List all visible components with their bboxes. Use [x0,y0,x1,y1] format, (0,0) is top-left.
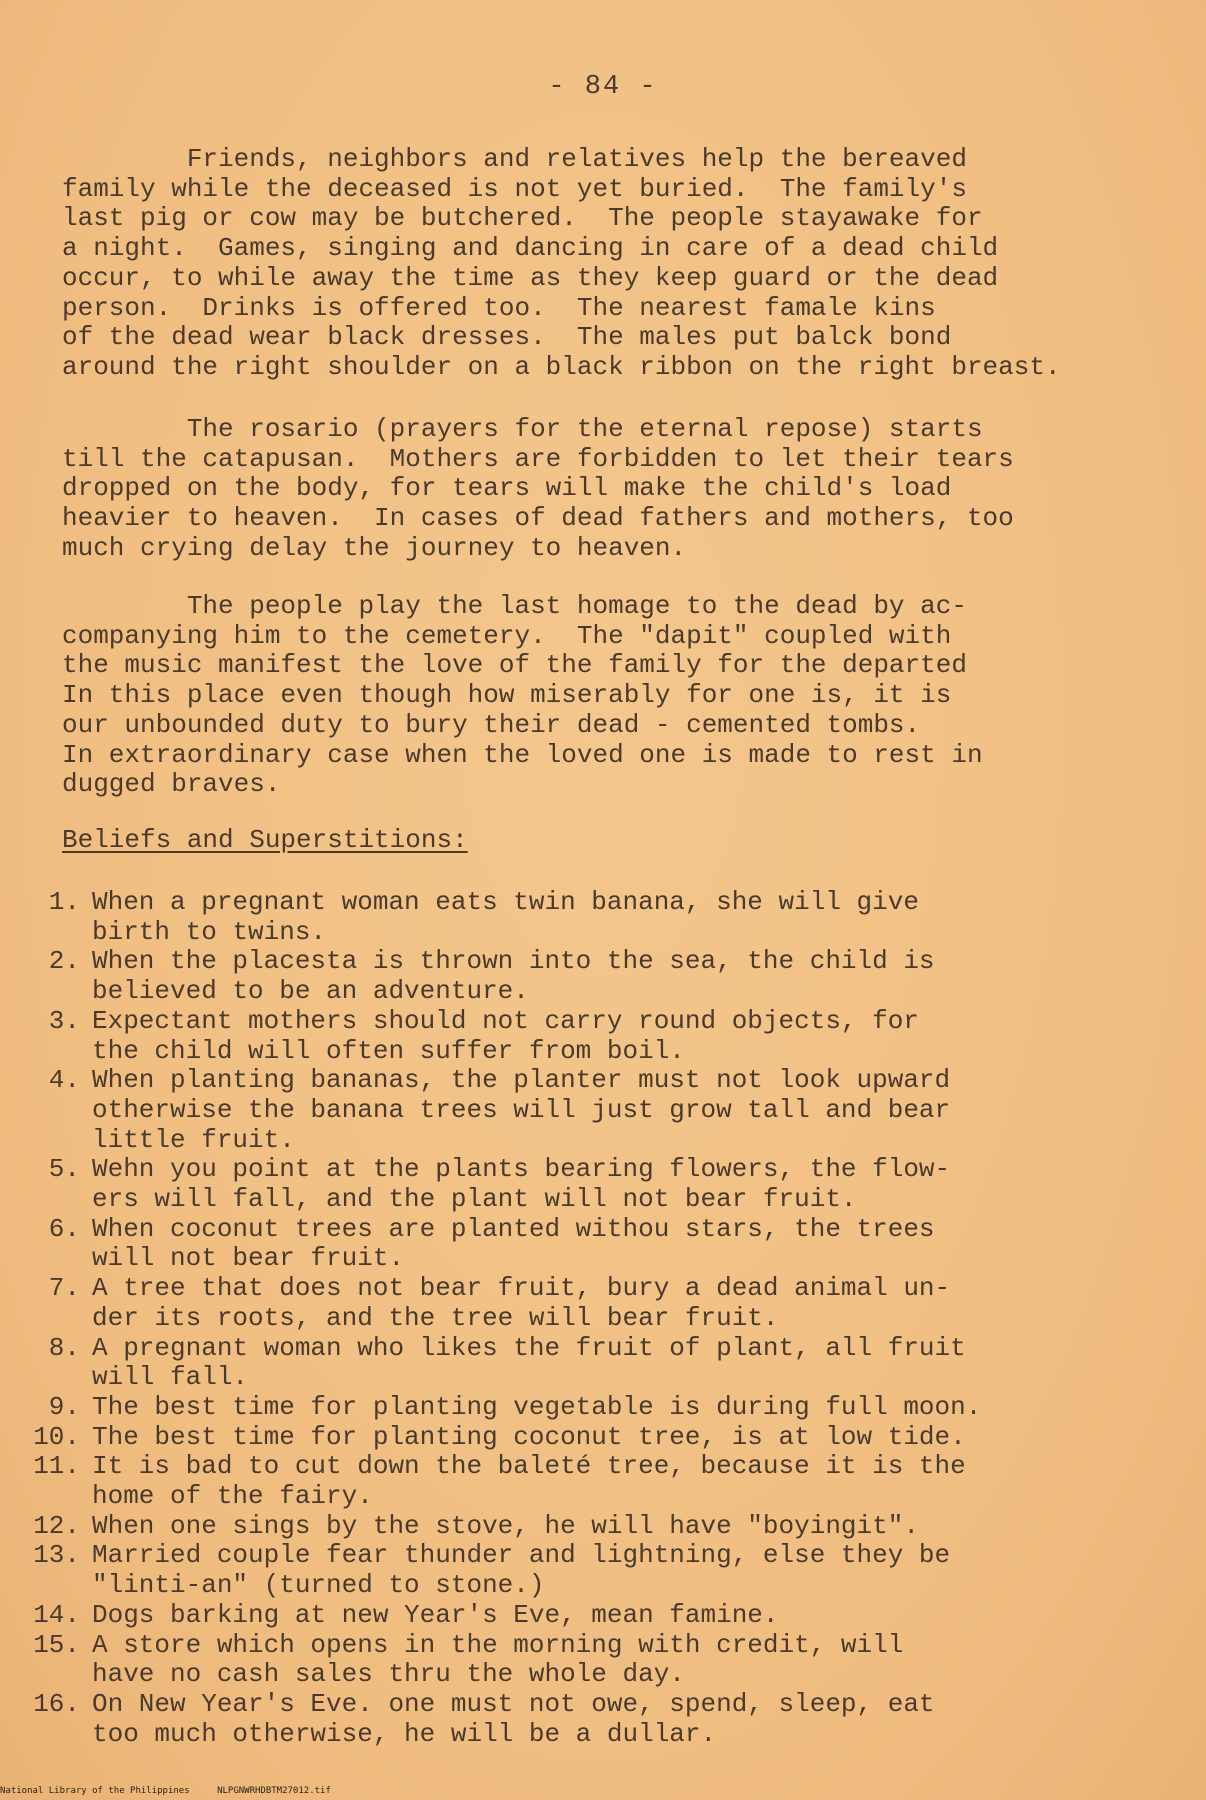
belief-number: 16. [33,1688,80,1719]
belief-item [0,1512,1206,1542]
page-number: - 84 - [548,72,658,102]
footer-library: National Library of the Philippines [0,1786,190,1796]
belief-item [0,1274,1206,1333]
belief-text: When coconut trees are planted withou stars, the trees will not bear fruit. [92,1213,935,1274]
belief-number: 14. [33,1599,80,1630]
beliefs-list [0,888,1206,1749]
belief-number: 7. [48,1273,80,1304]
belief-text: Dogs barking at new Year's Eve, mean famine. [92,1599,779,1630]
belief-number: 5. [48,1154,80,1185]
belief-number: 13. [33,1540,80,1571]
belief-number: 10. [33,1421,80,1452]
belief-text: A store which opens in the morning with credit, will have no cash sales thru the whole day. [92,1629,904,1690]
belief-number: 11. [33,1451,80,1482]
belief-item [0,1393,1206,1423]
footer-file-id: NLPGNWRHDBTM27012.tif [217,1786,331,1796]
belief-number: 12. [33,1510,80,1541]
belief-item [0,1690,1206,1749]
belief-number: 4. [48,1065,80,1096]
belief-item [0,947,1206,1006]
belief-item [0,1601,1206,1631]
belief-number: 3. [48,1005,80,1036]
belief-item [0,1334,1206,1393]
belief-text: On New Year's Eve. one must not owe, spend, sleep, eat too much otherwise, he will be a dullar. [92,1688,935,1749]
paragraph-rosario: The rosario (prayers for the eternal repose) starts till the catapusan. Mothers are forbidden to let their tears dropped on the body, for tears will make the child's load heavier to heaven. In cases of dead fathers and mothers, too much crying delay the journey to heaven. [62,414,1014,563]
paragraph-burial: The people play the last homage to the dead by ac- companying him to the cemetery. The "dapit" coupled with the music manifest the love of the family for the departed In this place even though how miserably for one is, it is our unbounded duty to bury their dead - cemented tombs. In extraordinary case when the loved one is made to rest in dugged braves. [62,591,983,800]
scan-footer [0,1786,331,1796]
belief-item [0,1541,1206,1600]
belief-item [0,1007,1206,1066]
belief-item [0,1631,1206,1690]
belief-item [0,1423,1206,1453]
belief-item [0,1452,1206,1511]
belief-text: When planting bananas, the planter must not look upward otherwise the banana trees will just grow tall and bear little fruit. [92,1065,951,1155]
belief-text: A pregnant woman who likes the fruit of plant, all fruit will fall. [92,1332,966,1393]
paragraph-funeral-wake: Friends, neighbors and relatives help the bereaved family while the deceased is not yet buried. The family's last pig or cow may be butchered. The people stayawake for a night. Games, singing and dancing in care of a dead child occur, to while away the time as they keep guard or the dead person. Drinks is offered too. The nearest famale kins of the dead wear black dresses. The males put balck bond around the right shoulder on a black ribbon on the right breast. [62,144,1061,382]
belief-number: 9. [48,1391,80,1422]
belief-number: 6. [48,1213,80,1244]
section-heading-beliefs: Beliefs and Superstitions: [62,825,468,855]
belief-item [0,888,1206,947]
belief-text: When one sings by the stove, he will have "boyingit". [92,1510,919,1541]
belief-number: 1. [48,887,80,917]
belief-number: 2. [48,946,80,977]
belief-text: Married couple fear thunder and lightning, else they be "linti-an" (turned to stone.) [92,1540,951,1601]
belief-item [0,1155,1206,1214]
belief-text: The best time for planting vegetable is during full moon. [92,1391,982,1422]
belief-text: A tree that does not bear fruit, bury a dead animal un- der its roots, and the tree will bear fruit. [92,1273,951,1333]
belief-text: The best time for planting coconut tree, is at low tide. [92,1421,966,1452]
belief-number: 8. [48,1332,80,1363]
belief-text: When the placesta is thrown into the sea, the child is believed to be an adventure. [92,946,935,1007]
belief-item [0,1215,1206,1274]
belief-item [0,1066,1206,1155]
belief-text: Expectant mothers should not carry round objects, for the child will often suffer from boil. [92,1005,919,1066]
belief-number: 15. [33,1629,80,1660]
belief-text: It is bad to cut down the baleté tree, because it is the home of the fairy. [92,1451,966,1512]
belief-text: Wehn you point at the plants bearing flowers, the flow- ers will fall, and the plant will not bear fruit. [92,1154,951,1215]
belief-text: When a pregnant woman eats twin banana, she will give birth to twins. [92,887,919,947]
